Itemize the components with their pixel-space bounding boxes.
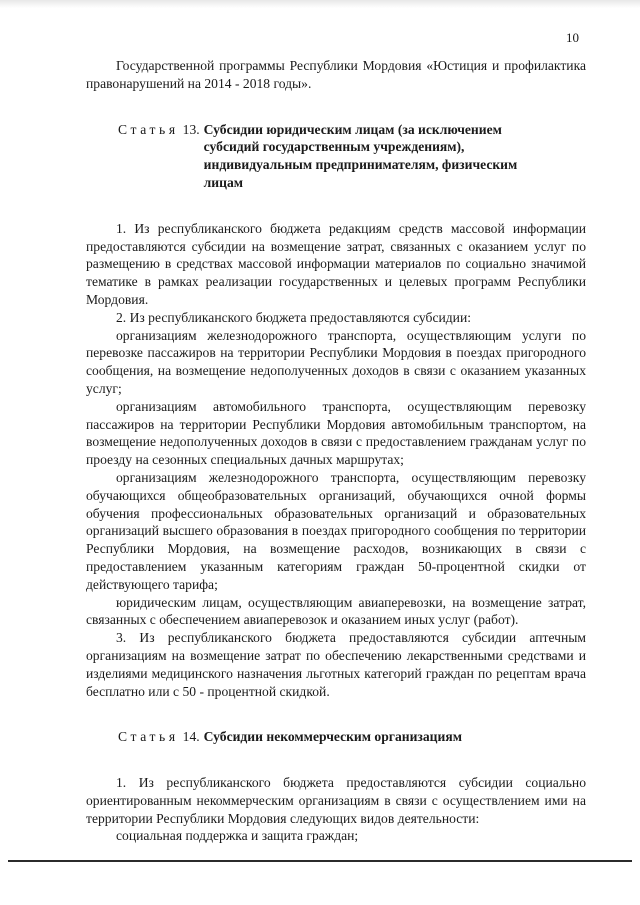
paragraph: организациям железнодорожного транспорта, осуществляющим перевозку обучающихся общеобразовательных организаций, обучающихся очной формы обучения профессиональных образовательных организаций и образовательных организаций высшего образования в поездах пригородного сообщения по территории Республики Мордовия, на возмещение расходов, возникающих в связи с предоставлением указанным категориям граждан 50-процентной скидки от действующего тарифа; <box>86 469 586 592</box>
article-word: Статья <box>118 729 179 745</box>
paragraph: 1. Из республиканского бюджета предоставляются субсидии социально ориентированным некоммерческим организациям в связи с осуществлением ими на территории Республики Мордовия следующих видов деятельности: <box>86 775 586 826</box>
article-13-body <box>86 220 586 701</box>
paragraph: социальная поддержка и защита граждан; <box>116 828 359 844</box>
spacer <box>86 700 586 728</box>
paragraph: юридическим лицам, осуществляющим авиаперевозки, на возмещение затрат, связанных с обеспечением авиаперевозок и оказанием иных услуг (работ). <box>86 594 586 628</box>
article-13-heading <box>118 121 586 192</box>
article-number: 14. <box>182 729 200 745</box>
spacer <box>86 93 586 121</box>
page-bottom-rule <box>8 860 632 862</box>
article-title: Субсидии некоммерческим организациям <box>203 729 462 745</box>
spacer <box>86 192 586 220</box>
article-number: 13. <box>182 121 200 137</box>
article-word: Статья <box>118 121 179 137</box>
article-title: Субсидии юридическим лицам (за исключением субсидий государственным учреждениям), индивидуальным предпринимателям, физическим лицам <box>203 121 518 190</box>
paragraph: 1. Из республиканского бюджета редакциям средств массовой информации предоставляются субсидии на возмещение затрат, связанных с оказанием услуг по размещению в средствах массовой информации материалов по социально значимой тематике в рамках реализации государственных и целевых программ Республики Мордовия. <box>86 220 586 307</box>
document-page <box>86 57 586 845</box>
paragraph: организациям автомобильного транспорта, осуществляющим перевозку пассажиров на территории Республики Мордовия автомобильным транспортом, на возмещение недополученных доходов в связи с предоставлением гражданам услуг по проезду на сезонных специальных дачных маршрутах; <box>86 398 586 468</box>
article-14-body <box>86 774 586 845</box>
spacer <box>86 746 586 774</box>
page-number: 10 <box>566 30 579 45</box>
article-14-heading <box>118 728 586 746</box>
paragraph: организациям железнодорожного транспорта, осуществляющим услуги по перевозке пассажиров на территории Республики Мордовия в поездах пригородного сообщения, на возмещение недополученных доходов в связи с оказанием указанных услуг; <box>86 327 586 396</box>
paragraph: 2. Из республиканского бюджета предоставляются субсидии: <box>116 309 472 325</box>
scan-edge <box>0 0 640 8</box>
paragraph: 3. Из республиканского бюджета предоставляются субсидии аптечным организациям на возмещение затрат по обеспечению лекарственными средствами и изделиями медицинского назначения льготных категорий граждан по рецептам врача бесплатно или с 50 - процентной скидкой. <box>86 630 586 699</box>
intro-paragraph: Государственной программы Республики Мордовия «Юстиция и профилактика правонарушений на 2014 - 2018 годы». <box>86 58 586 91</box>
